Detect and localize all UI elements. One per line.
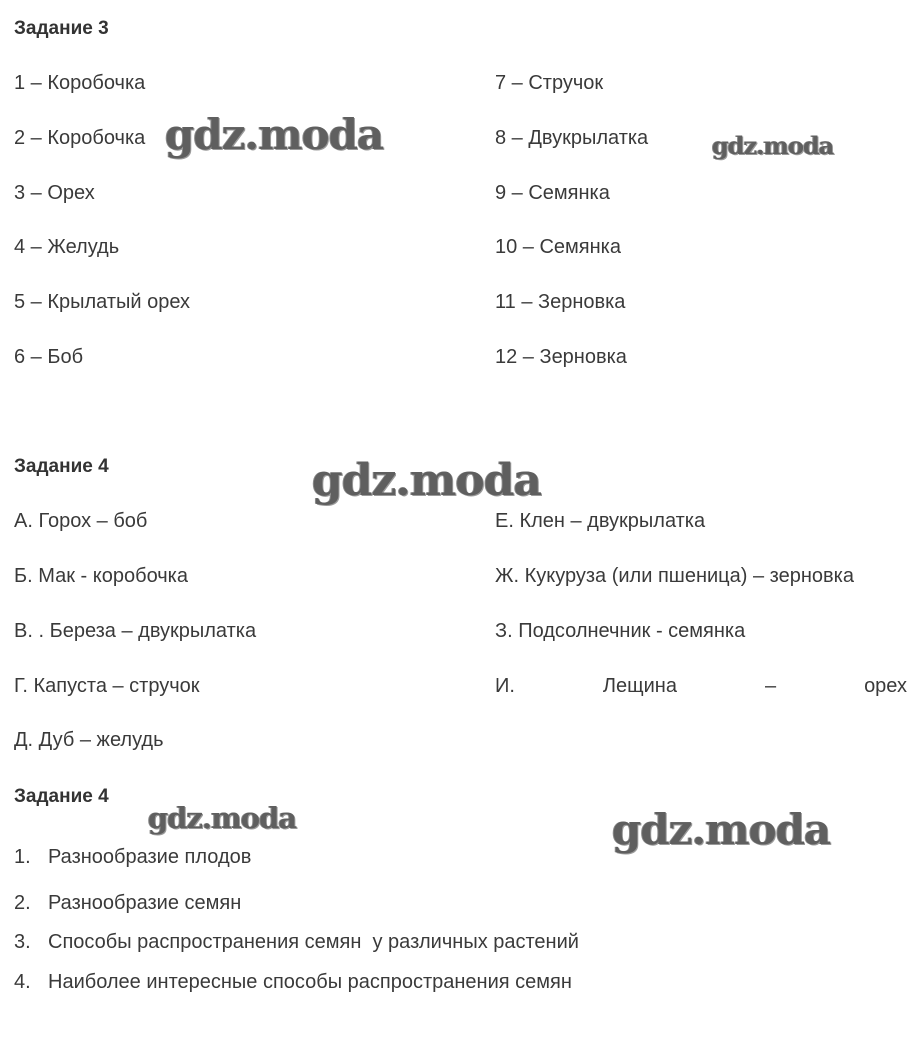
task4b-item-1-text: Разнообразие плодов (48, 846, 252, 868)
task3-right-item-8: 8 – Двукрылатка (495, 127, 649, 149)
task3-heading: Задание 3 (14, 18, 109, 39)
task3-right-item-12: 12 – Зерновка (495, 346, 627, 368)
task3-left-item-6: 6 – Боб (14, 346, 84, 368)
task4b-item-2-num: 2. (14, 892, 31, 914)
task3-right-item-10: 10 – Семянка (495, 236, 621, 258)
task4b-item-3 (14, 931, 579, 954)
watermark-3: gdz.moda (312, 455, 542, 506)
task4a-right-item-z: З. Подсолнечник - семянка (495, 620, 746, 642)
watermark-2: gdz.moda (712, 131, 834, 160)
task4a-heading: Задание 4 (14, 456, 109, 477)
task4a-i-fruit: орех (864, 675, 907, 697)
task3-right-item-7: 7 – Стручок (495, 72, 604, 94)
task4a-i-letter: И. (495, 675, 515, 697)
task4b-heading: Задание 4 (14, 786, 109, 807)
task4a-left-item-v: В. . Береза – двукрылатка (14, 620, 257, 642)
task4b-item-3-text: Способы распространения семян у различных растений (48, 931, 579, 953)
watermark-1: gdz.moda (165, 110, 384, 159)
task4a-left-item-b: Б. Мак - коробочка (14, 565, 188, 587)
task4a-right-item-i (495, 675, 907, 698)
task4a-right-item-zh: Ж. Кукуруза (или пшеница) – зерновка (495, 565, 854, 587)
task4a-i-plant: Лещина (602, 675, 677, 697)
task3-left-item-5: 5 – Крылатый орех (14, 291, 191, 313)
task4b-item-2 (14, 892, 241, 915)
task4b-item-1 (14, 846, 251, 869)
task3-left-item-3: 3 – Орех (14, 182, 95, 204)
watermark-4: gdz.moda (148, 801, 297, 835)
task3-left-item-1: 1 – Коробочка (14, 72, 146, 94)
task4b-item-4 (14, 971, 572, 994)
task4b-item-3-num: 3. (14, 931, 31, 953)
task3-left-item-4: 4 – Желудь (14, 236, 120, 258)
watermark-5: gdz.moda (612, 805, 831, 854)
task4a-left-item-a: А. Горох – боб (14, 510, 148, 532)
task4a-i-dash: – (764, 675, 777, 697)
task4a-left-item-d: Д. Дуб – желудь (14, 729, 164, 751)
task3-right-item-11: 11 – Зерновка (495, 291, 626, 313)
task4b-item-1-num: 1. (14, 846, 31, 868)
task4a-left-item-g: Г. Капуста – стручок (14, 675, 200, 697)
task4b-item-4-num: 4. (14, 971, 31, 993)
task3-left-item-2: 2 – Коробочка (14, 127, 146, 149)
task4b-item-2-text: Разнообразие семян (48, 892, 242, 914)
task3-right-item-9: 9 – Семянка (495, 182, 610, 204)
task4a-right-item-e: Е. Клен – двукрылатка (495, 510, 706, 532)
task4b-item-4-text: Наиболее интересные способы распространения семян (48, 971, 572, 993)
